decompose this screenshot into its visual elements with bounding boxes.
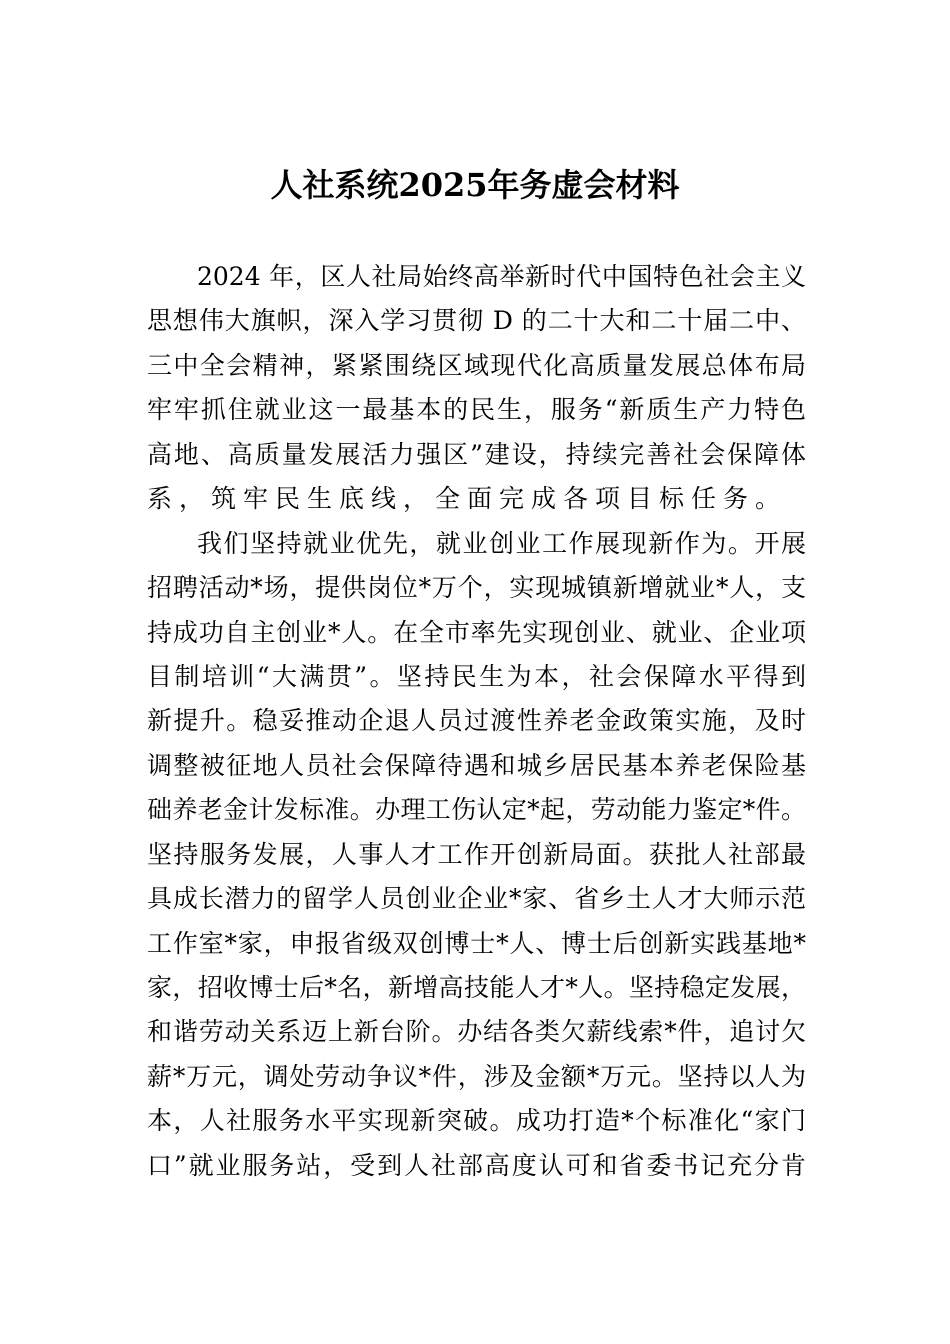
paragraph-line: 招聘活动*场，提供岗位*万个，实现城镇新增就业*人，支: [147, 573, 806, 603]
paragraph-line: 本，人社服务水平实现新突破。成功打造*个标准化“家门: [147, 1106, 806, 1136]
paragraph-line: 系，筑牢民生底线，全面完成各项目标任务。: [147, 484, 788, 514]
document-body: [147, 255, 806, 1188]
paragraph-line: 牢牢抓住就业这一最基本的民生，服务“新质生产力特色: [147, 395, 806, 425]
paragraph-line: 我们坚持就业优先，就业创业工作展现新作为。开展: [197, 528, 806, 558]
paragraph-line: 高地、高质量发展活力强区”建设，持续完善社会保障体: [147, 439, 806, 469]
paragraph-line: 持成功自主创业*人。在全市率先实现创业、就业、企业项: [147, 617, 806, 647]
paragraph-line: 薪*万元，调处劳动争议*件，涉及金额*万元。坚持以人为: [147, 1061, 806, 1091]
paragraph-line: 和谐劳动关系迈上新台阶。办结各类欠薪线索*件，追讨欠: [147, 1017, 806, 1047]
paragraph-line: 坚持服务发展，人事人才工作开创新局面。获批人社部最: [147, 839, 806, 869]
paragraph-line: 三中全会精神，紧紧围绕区域现代化高质量发展总体布局: [147, 350, 806, 380]
paragraph-line: 础养老金计发标准。办理工伤认定*起，劳动能力鉴定*件。: [147, 795, 806, 825]
paragraph-line: 目制培训“大满贯”。坚持民生为本，社会保障水平得到: [147, 661, 806, 691]
paragraph-line: 工作室*家，申报省级双创博士*人、博士后创新实践基地*: [147, 928, 806, 958]
paragraph-line: 思想伟大旗帜，深入学习贯彻 D 的二十大和二十届二中、: [147, 306, 806, 336]
paragraph-line: 口”就业服务站，受到人社部高度认可和省委书记充分肯: [147, 1150, 806, 1180]
paragraph-line: 具成长潜力的留学人员创业企业*家、省乡土人才大师示范: [147, 884, 806, 914]
document-title: 人社系统2025年务虚会材料: [270, 166, 680, 204]
paragraph-line: 新提升。稳妥推动企退人员过渡性养老金政策实施，及时: [147, 706, 806, 736]
paragraph-line: 2024 年，区人社局始终高举新时代中国特色社会主义: [197, 262, 806, 291]
paragraph-line: 家，招收博士后*名，新增高技能人才*人。坚持稳定发展，: [147, 973, 806, 1002]
paragraph-line: 调整被征地人员社会保障待遇和城乡居民基本养老保险基: [147, 750, 806, 780]
